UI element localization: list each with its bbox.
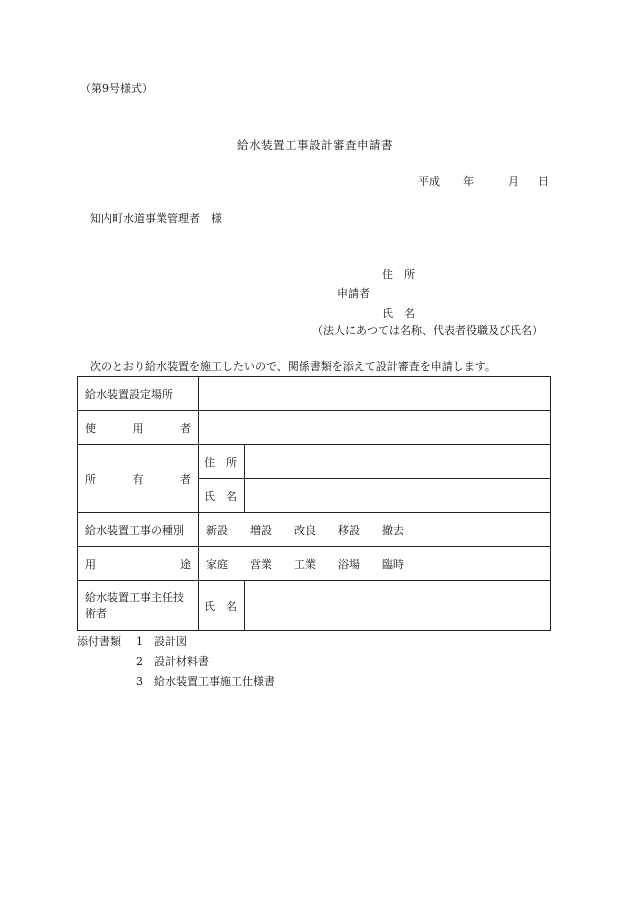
use-option[interactable]: 臨時 [382,557,404,571]
owner-label-char: 者 [180,472,191,486]
attachment-number: 1 [136,635,143,648]
chief-engineer-label: 給水装置工事主任技術者 [78,581,199,631]
table-row-chief-engineer [78,581,551,631]
attachment-item [136,653,209,669]
use-option[interactable]: 工業 [294,557,316,571]
date-era: 平成 [418,175,440,188]
user-label [78,411,199,445]
use-label-char: 用 [85,557,96,571]
attachment-text: 給水装置工事施工仕様書 [154,675,275,688]
applicant-name-label: 氏 名 [382,307,415,320]
date-line [418,173,549,189]
applicant-label: 申請者 [337,287,370,300]
page-title: 給水装置工事設計審査申請書 [237,138,393,152]
form-number: （第9号様式） [80,82,153,95]
use-option[interactable]: 浴場 [338,557,360,571]
date-year: 年 [463,175,474,188]
owner-label [78,445,199,513]
applicant-address-label: 住 所 [382,268,415,281]
owner-label-char: 所 [85,472,96,486]
work-type-option[interactable]: 改良 [294,523,316,537]
user-label-char: 用 [132,421,144,435]
date-day: 日 [538,175,549,188]
use-label-char: 途 [180,557,191,571]
addressee: 知内町水道事業管理者 様 [90,212,222,225]
owner-label-char: 有 [132,472,144,486]
use-options [199,547,551,581]
work-type-option[interactable]: 増設 [250,523,272,537]
owner-address-field[interactable] [245,445,551,479]
corporation-note: （法人にあつては名称、代表者役職及び氏名） [312,324,543,337]
work-type-option[interactable]: 移設 [338,523,360,537]
chief-engineer-name-field[interactable] [245,581,551,631]
work-type-options [199,513,551,547]
work-type-label: 給水装置工事の種別 [78,513,199,547]
intro-text: 次のとおり給水装置を施工したいので、関係書類を添えて設計審査を申請します。 [90,360,496,373]
table-row-use [78,547,551,581]
attachment-text: 設計図 [154,635,187,648]
use-label [78,547,199,581]
owner-name-field[interactable] [245,479,551,513]
date-month: 月 [508,175,519,188]
chief-engineer-name-label: 氏 名 [199,581,245,631]
owner-name-label: 氏 名 [199,479,245,513]
application-table [77,376,551,631]
location-field[interactable] [199,377,551,411]
attachment-number: 2 [136,655,143,668]
work-type-option[interactable]: 新設 [206,523,228,537]
use-option[interactable]: 営業 [250,557,272,571]
table-row-location [78,377,551,411]
table-row-owner-address [78,445,551,479]
user-label-char: 者 [180,421,191,435]
use-option[interactable]: 家庭 [206,557,228,571]
attachments-title: 添付書類 [77,635,121,648]
table-row-work-type [78,513,551,547]
user-label-char: 使 [85,421,96,435]
attachment-item [136,633,187,649]
work-type-option[interactable]: 撤去 [382,523,404,537]
owner-address-label: 住 所 [199,445,245,479]
attachment-number: 3 [136,675,143,688]
attachment-item [136,673,275,689]
attachment-text: 設計材料書 [154,655,209,668]
user-field[interactable] [199,411,551,445]
table-row-user [78,411,551,445]
location-label: 給水装置設定場所 [78,377,199,411]
